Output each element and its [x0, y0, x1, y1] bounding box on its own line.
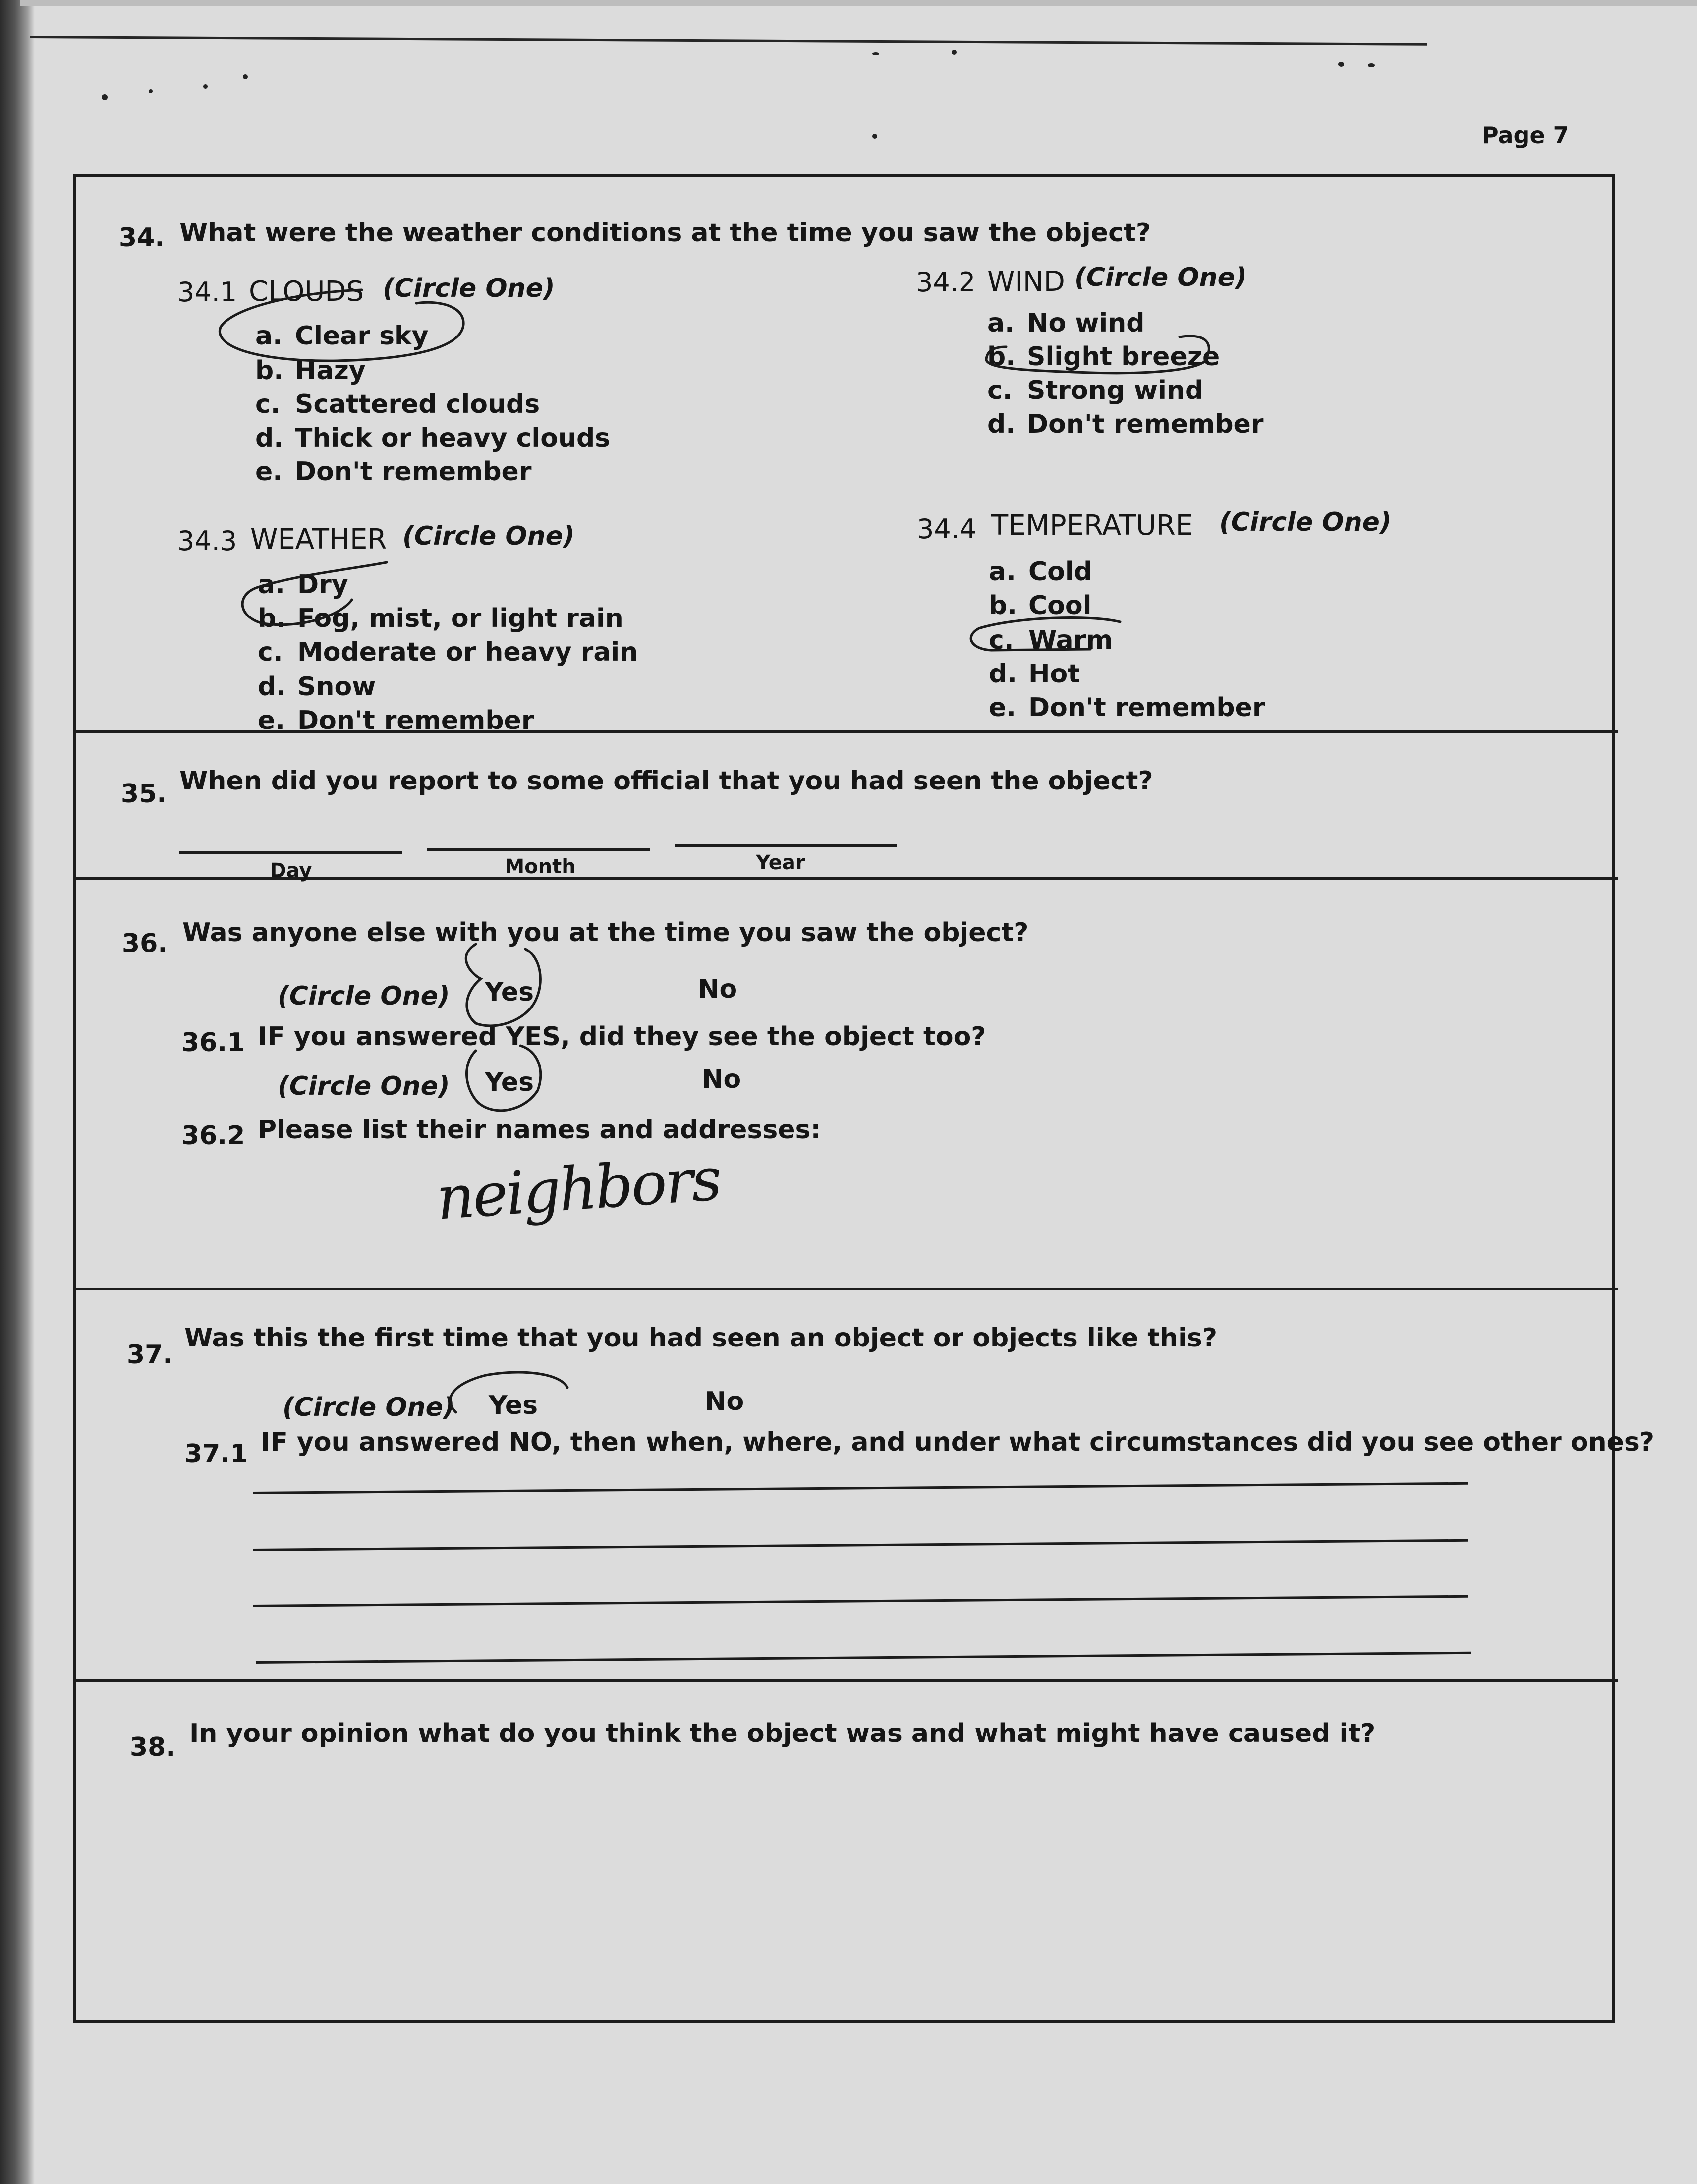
q36-1-circle-label: (Circle One) [278, 1071, 450, 1101]
q37-1-number: 37.1 [184, 1439, 248, 1469]
option-clear-sky[interactable]: a. Clear sky [255, 321, 429, 351]
page-number: Page 7 [1482, 122, 1569, 149]
option-cold[interactable]: a. Cold [989, 557, 1092, 587]
option-heavy-rain[interactable]: c. Moderate or heavy rain [258, 637, 638, 667]
day-line[interactable] [179, 851, 402, 854]
option-clouds-dont-remember[interactable]: e. Don't remember [255, 457, 532, 487]
year-line[interactable] [675, 844, 897, 847]
q37-circle-label: (Circle One) [283, 1393, 455, 1422]
option-hot[interactable]: d. Hot [989, 659, 1080, 689]
q34-question: What were the weather conditions at the time you saw the object? [179, 218, 1151, 248]
section-divider [73, 1288, 1618, 1290]
month-label: Month [505, 855, 576, 878]
speck [1338, 62, 1344, 67]
q36-1-number: 36.1 [181, 1028, 245, 1058]
q34-number: 34. [119, 223, 165, 253]
q34-1-number: 34.1 [177, 277, 237, 308]
speck [102, 94, 108, 100]
option-cool[interactable]: b. Cool [989, 591, 1092, 620]
q36-question: Was anyone else with you at the time you saw the object? [182, 918, 1029, 948]
q34-3-title: WEATHER [250, 523, 387, 556]
q36-1-no[interactable]: No [702, 1064, 741, 1094]
option-warm[interactable]: c. Warm [989, 625, 1113, 655]
option-scattered-clouds[interactable]: c. Scattered clouds [255, 390, 540, 419]
option-weather-dont-remember[interactable]: e. Don't remember [258, 706, 534, 735]
speck [203, 84, 208, 89]
year-label: Year [756, 851, 805, 874]
option-temperature-dont-remember[interactable]: e. Don't remember [989, 693, 1265, 723]
page-edge-line [30, 36, 1427, 46]
q36-circle-label: (Circle One) [278, 981, 450, 1011]
handwritten-answer: neighbors [434, 1145, 722, 1233]
speck [243, 74, 248, 79]
q34-1-instruction: (Circle One) [383, 274, 555, 303]
q34-4-number: 34.4 [917, 513, 977, 545]
q34-1-title: CLOUDS [249, 276, 364, 308]
option-fog-mist[interactable]: b. Fog, mist, or light rain [258, 604, 623, 633]
q38-number: 38. [130, 1733, 176, 1762]
q37-question: Was this the first time that you had seen an object or objects like this? [184, 1323, 1218, 1353]
option-wind-dont-remember[interactable]: d. Don't remember [987, 409, 1264, 439]
q37-yes[interactable]: Yes [489, 1391, 538, 1420]
option-thick-clouds[interactable]: d. Thick or heavy clouds [255, 423, 611, 453]
day-label: Day [270, 859, 312, 882]
speck [149, 89, 153, 93]
option-slight-breeze[interactable]: b. Slight breeze [987, 342, 1220, 372]
option-no-wind[interactable]: a. No wind [987, 308, 1145, 338]
speck [1368, 63, 1375, 67]
q36-2-question: Please list their names and addresses: [258, 1115, 821, 1145]
q36-yes[interactable]: Yes [485, 977, 534, 1007]
q36-number: 36. [122, 929, 168, 958]
q34-4-instruction: (Circle One) [1219, 507, 1392, 537]
q34-2-instruction: (Circle One) [1075, 263, 1247, 292]
option-hazy[interactable]: b. Hazy [255, 356, 366, 386]
q36-no[interactable]: No [698, 974, 737, 1004]
q35-number: 35. [121, 779, 167, 809]
option-snow[interactable]: d. Snow [258, 672, 376, 702]
q34-3-number: 34.3 [177, 525, 237, 557]
q34-2-number: 34.2 [916, 267, 976, 298]
q34-2-title: WIND [987, 266, 1065, 298]
section-divider [73, 1679, 1618, 1682]
month-line[interactable] [427, 848, 650, 851]
speck [872, 52, 879, 55]
speck [952, 50, 957, 55]
speck [872, 134, 877, 139]
q37-no[interactable]: No [705, 1387, 744, 1416]
q35-question: When did you report to some official that you had seen the object? [179, 766, 1153, 796]
q36-2-number: 36.2 [181, 1121, 245, 1151]
q38-question: In your opinion what do you think the object was and what might have caused it? [189, 1719, 1376, 1748]
option-strong-wind[interactable]: c. Strong wind [987, 376, 1204, 405]
scan-edge [20, 0, 1697, 6]
q37-1-question: IF you answered NO, then when, where, and under what circumstances did you see other ones? [261, 1427, 1654, 1457]
q34-4-title: TEMPERATURE [991, 509, 1193, 542]
q34-3-instruction: (Circle One) [402, 521, 575, 551]
q37-number: 37. [127, 1340, 173, 1370]
q36-1-question: IF you answered YES, did they see the object too? [258, 1022, 986, 1052]
option-dry[interactable]: a. Dry [258, 570, 348, 600]
q36-1-yes[interactable]: Yes [485, 1067, 534, 1097]
scan-shadow [0, 0, 35, 2184]
